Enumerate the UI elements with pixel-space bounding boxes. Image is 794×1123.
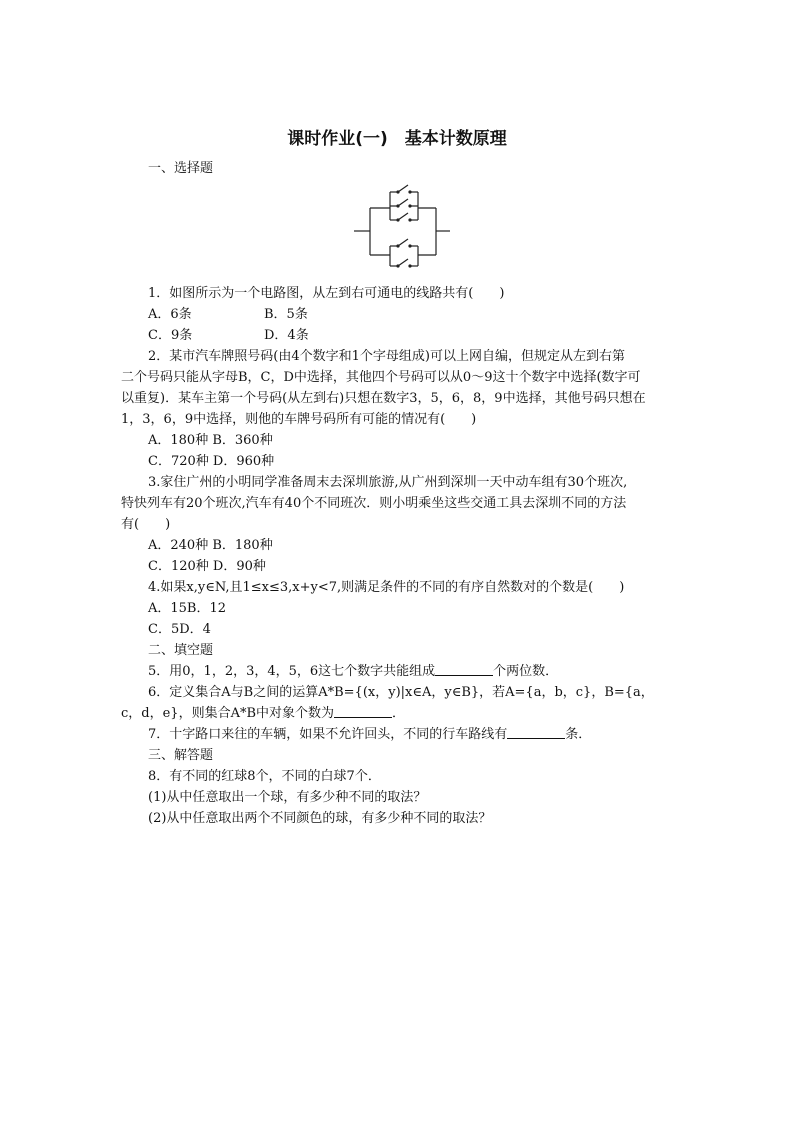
question-1-stem: 1．如图所示为一个电路图，从左到右可通电的线路共有( ) bbox=[148, 286, 505, 301]
section-heading-answer: 三、解答题 bbox=[148, 748, 214, 763]
page-title: 课时作业(一) 基本计数原理 bbox=[287, 129, 507, 149]
q6-text-after: ． bbox=[392, 706, 406, 721]
q1-option-d: D．4条 bbox=[264, 328, 309, 343]
circuit-diagram-icon bbox=[352, 180, 452, 280]
q2-options-ab: A．180种 B．360种 bbox=[148, 433, 273, 448]
question-8-sub-2: (2)从中任意取出两个不同颜色的球，有多少种不同的取法？ bbox=[148, 811, 492, 826]
question-3-line-3: 有( ) bbox=[121, 517, 171, 532]
section-heading-fill: 二、填空题 bbox=[148, 643, 214, 658]
q1-option-a: A．6条 bbox=[148, 307, 192, 322]
question-4-stem: 4.如果x,y∈N,且1≤x≤3,x+y<7,则满足条件的不同的有序自然数对的个数是( ) bbox=[148, 580, 625, 595]
q3-options-cd: C．120种 D．90种 bbox=[148, 559, 266, 574]
question-5 bbox=[148, 663, 558, 680]
q1-option-b: B．5条 bbox=[264, 307, 308, 322]
section-heading-choice: 一、选择题 bbox=[148, 161, 214, 176]
question-7 bbox=[148, 726, 591, 743]
q1-option-c: C．9条 bbox=[148, 328, 193, 343]
q3-options-ab: A．240种 B．180种 bbox=[148, 538, 273, 553]
question-3-line-2: 特快列车有20个班次,汽车有40个不同班次．则小明乘坐这些交通工具去深圳不同的方法 bbox=[121, 496, 627, 511]
question-2-line-1: 2．某市汽车牌照号码(由4个数字和1个字母组成)可以上网自编，但规定从左到右第 bbox=[148, 349, 625, 364]
q4-options-ab: A．15B．12 bbox=[148, 601, 227, 616]
q7-text-after: 条． bbox=[565, 727, 592, 742]
question-3-line-1: 3.家住广州的小明同学准备周末去深圳旅游,从广州到深圳一天中动车组有30个班次, bbox=[148, 475, 628, 490]
question-2-line-2: 二个号码只能从字母B，C，D中选择，其他四个号码可以从0～9这十个数字中选择(数字可 bbox=[121, 370, 641, 385]
q6-answer-blank bbox=[334, 705, 392, 718]
question-2-line-4: 1，3，6，9中选择，则他的车牌号码所有可能的情况有( ) bbox=[121, 412, 477, 427]
question-8-sub-1: (1)从中任意取出一个球，有多少种不同的取法？ bbox=[148, 790, 427, 805]
q2-options-cd: C．720种 D．960种 bbox=[148, 454, 275, 469]
question-2-line-3: 以重复)．某车主第一个号码(从左到右)只想在数字3，5，6，8，9中选择，其他号码只想在 bbox=[121, 391, 646, 406]
q5-text-after: 个两位数． bbox=[493, 664, 559, 679]
q5-text-before: 5．用0，1，2，3，4，5，6这七个数字共能组成 bbox=[148, 664, 436, 679]
q7-answer-blank bbox=[507, 726, 565, 739]
q4-options-cd: C．5D．4 bbox=[148, 622, 211, 637]
question-6-line-2 bbox=[121, 705, 405, 722]
q5-answer-blank bbox=[435, 663, 493, 676]
question-8-stem: 8．有不同的红球8个，不同的白球7个． bbox=[148, 769, 381, 784]
question-6-line-1: 6．定义集合A与B之间的运算A*B={(x，y)|x∈A，y∈B}，若A={a，b，c}，B={a， bbox=[148, 685, 654, 700]
q6-text-before: c，d，e}，则集合A*B中对象个数为 bbox=[121, 706, 335, 721]
q7-text-before: 7．十字路口来往的车辆，如果不允许回头，不同的行车路线有 bbox=[148, 727, 508, 742]
